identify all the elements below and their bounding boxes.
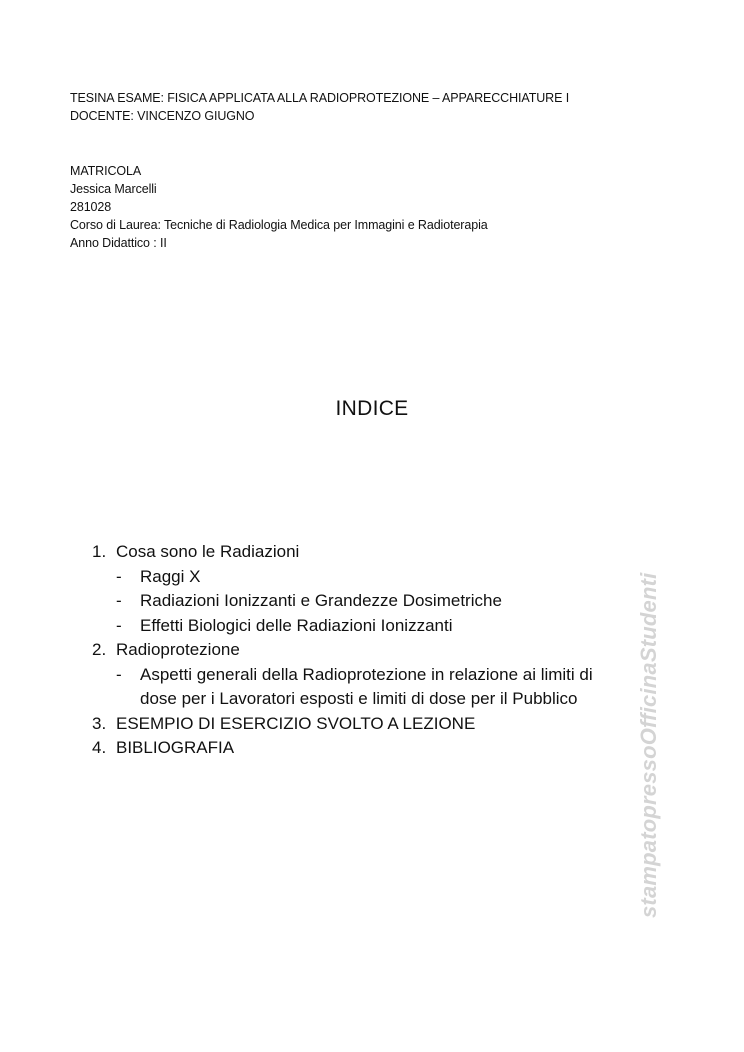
toc-item-4 <box>92 736 593 761</box>
toc-subitem-label: Aspetti generali della Radioprotezione in relazione ai limiti di <box>140 664 593 684</box>
watermark-text: stampatopressoOfficinaStudenti <box>636 572 661 918</box>
toc-item-number: 3. <box>92 713 107 733</box>
index-title: INDICE <box>335 397 409 420</box>
toc-item-label: BIBLIOGRAFIA <box>116 738 235 757</box>
toc-subitem <box>92 589 593 614</box>
toc-item-number: 4. <box>92 738 107 757</box>
toc-subitem <box>92 663 593 688</box>
toc-item-1 <box>92 540 593 565</box>
matricola-label: MATRICOLA <box>70 164 142 178</box>
toc-subitem-label: Effetti Biologici delle Radiazioni Ionizzanti <box>140 615 453 635</box>
toc-subitem-label: Raggi X <box>140 566 201 586</box>
toc-item-number: 1. <box>92 542 107 561</box>
dash-bullet: - <box>116 615 122 635</box>
student-name: Jessica Marcelli <box>70 182 157 196</box>
toc-item-number: 2. <box>92 640 107 659</box>
toc-item-3 <box>92 712 593 737</box>
dash-bullet: - <box>116 664 122 684</box>
toc-subitem-label: Radiazioni Ionizzanti e Grandezze Dosimetriche <box>140 591 502 610</box>
student-id: 281028 <box>70 200 112 214</box>
toc-subitem <box>92 565 593 590</box>
toc-subitem-continuation: dose per i Lavoratori esposti e limiti di dose per il Pubblico <box>140 689 578 708</box>
course-title: TESINA ESAME: FISICA APPLICATA ALLA RADIOPROTEZIONE – APPARECCHIATURE I <box>70 91 570 105</box>
dash-bullet: - <box>116 566 122 586</box>
student-info <box>70 162 488 252</box>
degree-course: Corso di Laurea: Tecniche di Radiologia Medica per Immagini e Radioterapia <box>70 218 488 232</box>
toc-subitem <box>92 614 593 639</box>
teacher-name: DOCENTE: VINCENZO GIUGNO <box>70 109 255 123</box>
toc-item-label: Cosa sono le Radiazioni <box>116 542 300 561</box>
dash-bullet: - <box>116 591 122 610</box>
academic-year: Anno Didattico : II <box>70 236 167 250</box>
table-of-contents <box>92 540 593 761</box>
exam-header <box>70 89 569 125</box>
toc-item-label: Radioprotezione <box>116 640 240 659</box>
toc-item-label: ESEMPIO DI ESERCIZIO SVOLTO A LEZIONE <box>116 713 476 733</box>
toc-item-2 <box>92 638 593 663</box>
